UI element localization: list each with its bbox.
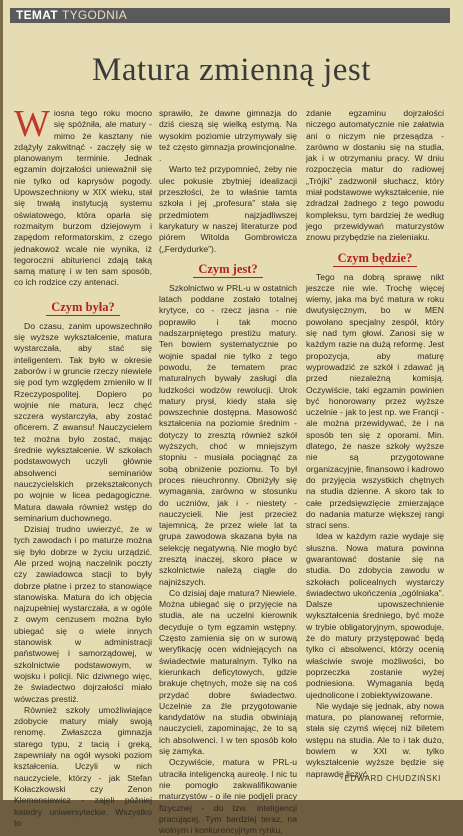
page-spine [0,0,3,800]
article-paragraph: Idea w każdym razie wydaje się słuszna. Nowa matura powinna gwarantować dostanie się na studia. Do zdobycia zawodu w szkołach policealnych wystarczy świadectwo ukończenia „ogólniaka”. Dalsze upowszechnienie wykształcenia średniego, być może w trybie obligatoryjnym, spowoduje, że do matury przystępować będą tylko ci absolwenci, którzy ocenią właściwie swoje możliwości, bo poprzeczka zostanie wyżej podniesiona. Wymagania będą ujednolicone i zobiektywizowane. [306,531,444,700]
section-header [16,8,127,23]
article-column-1 [14,103,152,828]
article-paragraph: Nie wydaje się jednak, aby nowa matura, po planowanej reformie, stała się czymś więcej niż biletem wstępu na studia. Ale to i tak dużo, bowiem w XXI w. tylko wykształcenie wyższe będzie się naprawdę liczyć. [306,700,444,779]
subheading-text: Czym jest? [193,261,262,278]
article-column-2 [159,108,297,836]
article-paragraph [14,103,152,289]
section-header-bar [10,8,450,23]
article-title: Matura zmienną jest [92,52,371,88]
subheading-czym-jest [159,261,297,278]
section-kicker: TEMAT [16,8,58,22]
article-paragraph: Tego na dobrą sprawę nikt jeszcze nie wie. Trochę więcej wiemy, jaka ma być matura w roku dwutysięcznym, bo w MEN powołano specjalny zespół, który się nad tym głowi. Zanosi się w każdym razie na dużą reformę. Jest propozycja, aby maturę wyprowadzić ze szkół i zdawać ją przed niezależną komisją. Oczywiście, taki egzamin powinien być honorowany przez wyższe uczelnie - jak to jest np. we Francji - ale można przewidywać, że i na sposób ten się z oporami. Min. dlatego, że nasze szkoły wyższe nie są przygotowane organizacyjnie, finansowo i kadrowo do przyjęcia wszystkich chętnych na studia dzienne. A skoro tak to całe przedsięwzięcie zmierzające do nadania maturze większej rangi straci sens. [306,271,444,531]
author-byline: EDWARD CHUDZIŃSKI [344,774,441,783]
drop-cap: W [14,103,50,145]
article-paragraph: Co dzisiaj daje matura? Niewiele. Można ubiegać się o przyjęcie na studia, ale na uczelni kierownik decyduje o tym egzamin wstępny. Często zamienia się on w surową weryfikację ocen widniejących na świadectwie maturalnym. Tylko na kierunkach deficytowych, gdzie brakuje chętnych, może się na coś przydać dobre świadectwo. Uczelnie za źle przygotowanie kandydatów na studia obwiniają nauczycieli, zapominając, że to są ich absolwenci. I w ten sposób koło się zamyka. [159,587,297,757]
article-paragraph: Szkolnictwo w PRL-u w ostatnich latach poddane zostało totalnej krytyce, co - rzecz jasna - nie poprawiło i tak mocno nadszarpniętego prestiżu matury. Ten bowiem systematycznie po wojnie spadał nie tylko z tego powodu, że tematem prac maturalnych bywały zasługi dla ludzkości wodzów rewolucji. Urok matury prysł, kiedy stała się powszechnie dostępna. Masowość kształcenia na poziomie średnim - dotyczy to zresztą również szkół wyższych, choć w mniejszym stopniu - musiała pociągnąć za sobą obniżenie poziomu. To był proces nieuchronny. Obniżyły się wymagania, zarówno w stosunku do uczniów, jak i - niestety - nauczycieli. Nie jest przecież tajemnicą, że przez wiele lat ta grupa zawodowa skazana była na selekcję negatywną. Nie mogło być zresztą inaczej, skoro płace w szkolnictwie należą ciągle do najniższych. [159,282,297,587]
article-paragraph: sprawiło, że dawne gimnazja do dziś cieszą się wielką estymą. Na wysokim poziomie utrzymywały się też często gimnazja prowincjonalne. . [159,108,297,164]
subheading-text: Czym była? [46,299,120,316]
lead-paragraph-text: iosna tego roku mocno się spóźniła, ale matury - mimo że kasztany nie zdążyły zakwitnąć - zaczęły się w planowanym terminie. Jednak egzamin dojrzałości unieważnił się nie tylko od kaprysów pogody. Upowszechniony w XIX wieku, stał się trwałą instytucją systemu oświatowego, która oparła się rozmaitym burzom dziejowym i zapędom reformatorskim, z czego jednakowoż wcale nie wynika, iż tegoroczni abiturienci zdają taką samą maturę i w ten sam sposób, co ich rodzice czy antenaci. [14,108,152,288]
article-paragraph: Do czasu, zanim upowszechniło się wyższe wykształcenie, matura wystarczała, aby stać się inteligentem. Tak było w okresie zaborów i w gruncie rzeczy niewiele się pod tym względem zmieniło w II Rzeczypospolitej. Dopiero po wojnie nie matura, lecz chęć szczera wystarczyła, aby zostać oficerem. Z awansu! Nauczycielem też można było zostać, mając średnie wykształcenie. W szkołach podstawowych uczyli głównie absolwenci seminariów nauczycielskich przekształconych po wojnie w licea pedagogiczne. Matura dawała również wstęp do seminarium duchownego. [14,320,152,523]
section-label: TYGODNIA [61,8,128,22]
article-paragraph: Oczywiście, matura w PRL-u utraciła inteligencką aureolę. I nic tu nie pomogło zakwalifikowanie maturzystów - o ile nie podjęli pracy fizycznej - do tzw. inteligencji pracującej. Tym bardziej teraz, na wolnym i konkurencyjnym rynku, [159,757,297,836]
article-column-3 [306,108,444,788]
subheading-czym-bedzie [306,250,444,267]
article-paragraph: Również szkoły umożliwiające zdobycie matury miały swoją renomę. Zwłaszcza gimnazja starego typu, z tacią i greką, zapewniały na ogół wysoki poziom kształcenia. Uczyli w nich nauczyciele, którzy - jak Stefan Kołaczkowski czy Zenon Klemensiewicz - zajęli później katedry uniwersyteckie. Wszystko to [14,704,152,828]
article-paragraph: Dzisiaj trudno uwierzyć, że w tych zawodach i po maturze można się było dobrze w życiu urządzić. Ale przed wojną naczelnik poczty czy zawiadowca stacji to były dobrze płatne i przez to stanowiące stanowiska. Matura do ich objęcia najzupełniej wystarczała, a w ogóle z owym cenzusem można było ubiegać się o wiele innych stanowisk w administracji państwowej i samorządowej, w szkolnictwie podstawowym, w wojsku i policji. Nic dziwnego więc, że świadectwo dojrzałości miało wówczas prestiż. [14,524,152,704]
article-paragraph: zdanie egzaminu dojrzałości niczego automatycznie nie załatwia ani o niczym nie przesądza - zarówno w dostaniu się na studia, jak i w otrzymaniu pracy. W dniu rozpoczęcia matur do radiowej „Trójki” zadzwonił słuchacz, który miał podstawowe wykształcenie, nie zdradzał żadnego z tego powodu kompleksu, tym bardziej że według jego przewidywań maturzystów znowu przybędzie na zieleniaku. [306,108,444,243]
article-paragraph: Warto też przypomnieć, żeby nie ulec pokusie zbytniej idealizacji przeszłości, że to właśnie tamta szkoła i jej „profesura” stała się przedmiotem najzjadliwszej karykatury w naszej literaturze pod piórem Witolda Gombrowicza („Ferdydurke”). [159,164,297,254]
subheading-text: Czym będzie? [333,250,418,267]
subheading-czym-byla [14,299,152,316]
